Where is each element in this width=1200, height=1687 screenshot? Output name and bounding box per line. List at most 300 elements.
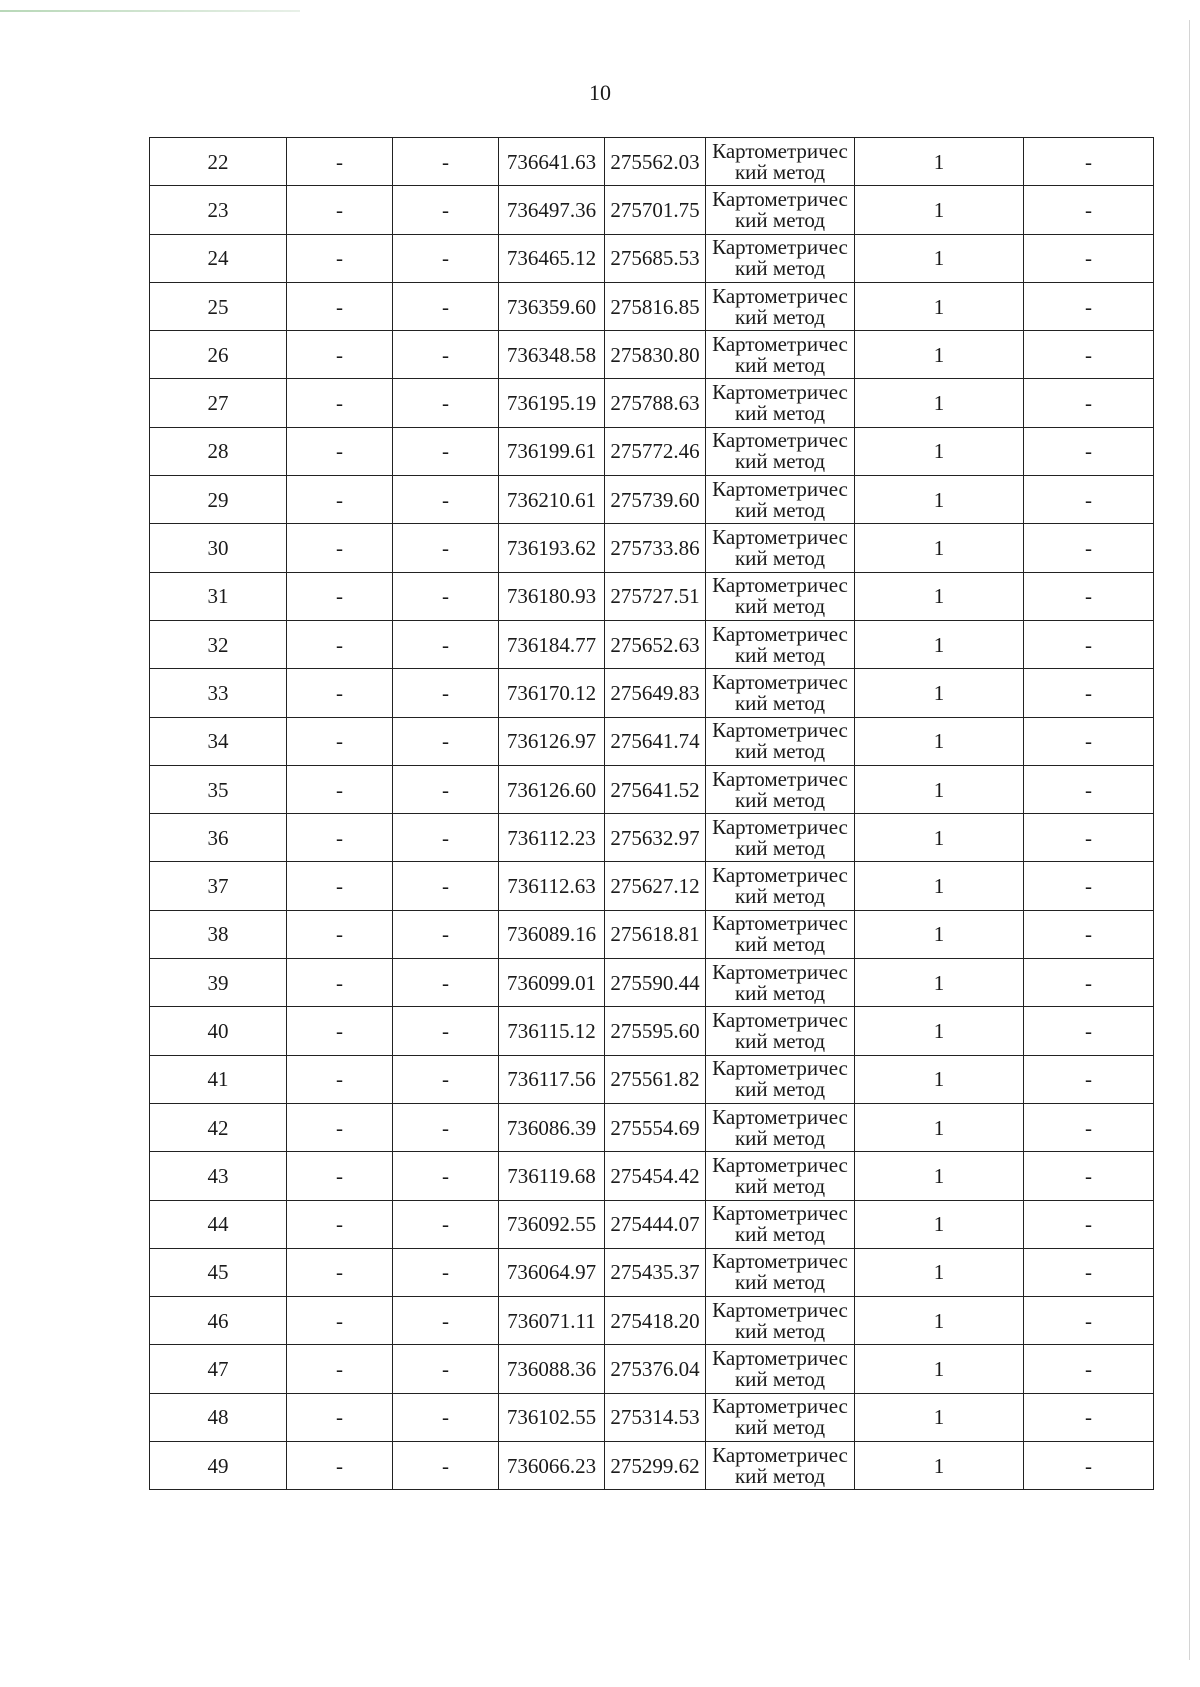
y-coordinate-cell: 275649.83 bbox=[605, 669, 706, 717]
empty-cell: - bbox=[393, 282, 499, 330]
table-row bbox=[150, 814, 1154, 862]
empty-cell: - bbox=[287, 814, 393, 862]
description-cell: - bbox=[1024, 765, 1154, 813]
empty-cell: - bbox=[287, 1007, 393, 1055]
empty-cell: - bbox=[393, 1200, 499, 1248]
point-number-cell: 22 bbox=[150, 138, 287, 186]
y-coordinate-cell: 275590.44 bbox=[605, 959, 706, 1007]
x-coordinate-cell: 736193.62 bbox=[499, 524, 605, 572]
method-line-2: кий метод bbox=[734, 594, 826, 619]
method-cell bbox=[706, 910, 855, 958]
empty-cell: - bbox=[393, 1345, 499, 1393]
table-row bbox=[150, 1393, 1154, 1441]
empty-cell: - bbox=[393, 1248, 499, 1296]
empty-cell: - bbox=[393, 1103, 499, 1151]
table-row bbox=[150, 765, 1154, 813]
empty-cell: - bbox=[287, 765, 393, 813]
empty-cell: - bbox=[287, 620, 393, 668]
table-row bbox=[150, 1248, 1154, 1296]
method-line-1: Картометричес bbox=[712, 621, 848, 646]
empty-cell: - bbox=[287, 524, 393, 572]
empty-cell: - bbox=[287, 138, 393, 186]
x-coordinate-cell: 736066.23 bbox=[499, 1442, 605, 1490]
description-cell: - bbox=[1024, 1103, 1154, 1151]
method-line-1: Картометричес bbox=[712, 669, 848, 694]
method-cell bbox=[706, 717, 855, 765]
table-row bbox=[150, 524, 1154, 572]
empty-cell: - bbox=[393, 669, 499, 717]
method-cell bbox=[706, 1297, 855, 1345]
y-coordinate-cell: 275562.03 bbox=[605, 138, 706, 186]
y-coordinate-cell: 275652.63 bbox=[605, 620, 706, 668]
method-cell bbox=[706, 620, 855, 668]
accuracy-cell: 1 bbox=[855, 1007, 1024, 1055]
empty-cell: - bbox=[287, 1393, 393, 1441]
table-row bbox=[150, 1442, 1154, 1490]
y-coordinate-cell: 275727.51 bbox=[605, 572, 706, 620]
method-line-2: кий метод bbox=[734, 1415, 826, 1440]
empty-cell: - bbox=[287, 1200, 393, 1248]
point-number-cell: 44 bbox=[150, 1200, 287, 1248]
y-coordinate-cell: 275733.86 bbox=[605, 524, 706, 572]
y-coordinate-cell: 275830.80 bbox=[605, 331, 706, 379]
point-number-cell: 37 bbox=[150, 862, 287, 910]
x-coordinate-cell: 736089.16 bbox=[499, 910, 605, 958]
table-row bbox=[150, 1103, 1154, 1151]
description-cell: - bbox=[1024, 331, 1154, 379]
method-line-1: Картометричес bbox=[712, 331, 848, 356]
method-cell bbox=[706, 1442, 855, 1490]
x-coordinate-cell: 736099.01 bbox=[499, 959, 605, 1007]
accuracy-cell: 1 bbox=[855, 186, 1024, 234]
method-line-1: Картометричес bbox=[712, 1056, 848, 1081]
accuracy-cell: 1 bbox=[855, 1393, 1024, 1441]
description-cell: - bbox=[1024, 862, 1154, 910]
method-cell bbox=[706, 814, 855, 862]
method-line-1: Картометричес bbox=[712, 380, 848, 405]
accuracy-cell: 1 bbox=[855, 572, 1024, 620]
method-line-1: Картометричес bbox=[712, 1249, 848, 1274]
empty-cell: - bbox=[287, 669, 393, 717]
method-line-1: Картометричес bbox=[712, 911, 848, 936]
x-coordinate-cell: 736112.23 bbox=[499, 814, 605, 862]
point-number-cell: 45 bbox=[150, 1248, 287, 1296]
method-line-1: Картометричес bbox=[712, 1201, 848, 1226]
table-row bbox=[150, 1200, 1154, 1248]
accuracy-cell: 1 bbox=[855, 959, 1024, 1007]
y-coordinate-cell: 275627.12 bbox=[605, 862, 706, 910]
empty-cell: - bbox=[287, 1345, 393, 1393]
description-cell: - bbox=[1024, 1248, 1154, 1296]
empty-cell: - bbox=[287, 476, 393, 524]
description-cell: - bbox=[1024, 138, 1154, 186]
accuracy-cell: 1 bbox=[855, 1103, 1024, 1151]
method-cell bbox=[706, 1200, 855, 1248]
method-line-2: кий метод bbox=[734, 207, 826, 232]
point-number-cell: 25 bbox=[150, 282, 287, 330]
empty-cell: - bbox=[393, 186, 499, 234]
empty-cell: - bbox=[287, 959, 393, 1007]
method-line-2: кий метод bbox=[734, 497, 826, 522]
method-cell bbox=[706, 138, 855, 186]
x-coordinate-cell: 736112.63 bbox=[499, 862, 605, 910]
method-line-1: Картометричес bbox=[712, 863, 848, 888]
method-cell bbox=[706, 1345, 855, 1393]
empty-cell: - bbox=[393, 138, 499, 186]
accuracy-cell: 1 bbox=[855, 379, 1024, 427]
empty-cell: - bbox=[393, 427, 499, 475]
table-row bbox=[150, 572, 1154, 620]
description-cell: - bbox=[1024, 1297, 1154, 1345]
empty-cell: - bbox=[287, 1442, 393, 1490]
accuracy-cell: 1 bbox=[855, 1055, 1024, 1103]
empty-cell: - bbox=[393, 1442, 499, 1490]
y-coordinate-cell: 275444.07 bbox=[605, 1200, 706, 1248]
method-cell bbox=[706, 234, 855, 282]
point-number-cell: 40 bbox=[150, 1007, 287, 1055]
method-line-2: кий метод bbox=[734, 739, 826, 764]
point-number-cell: 41 bbox=[150, 1055, 287, 1103]
description-cell: - bbox=[1024, 620, 1154, 668]
point-number-cell: 24 bbox=[150, 234, 287, 282]
empty-cell: - bbox=[393, 959, 499, 1007]
table-row bbox=[150, 1152, 1154, 1200]
accuracy-cell: 1 bbox=[855, 1297, 1024, 1345]
point-number-cell: 33 bbox=[150, 669, 287, 717]
table-row bbox=[150, 1007, 1154, 1055]
point-number-cell: 42 bbox=[150, 1103, 287, 1151]
description-cell: - bbox=[1024, 379, 1154, 427]
method-line-1: Картометричес bbox=[712, 1152, 848, 1177]
method-line-2: кий метод bbox=[734, 690, 826, 715]
description-cell: - bbox=[1024, 1007, 1154, 1055]
description-cell: - bbox=[1024, 814, 1154, 862]
x-coordinate-cell: 736170.12 bbox=[499, 669, 605, 717]
table-row bbox=[150, 1297, 1154, 1345]
method-line-2: кий метод bbox=[734, 884, 826, 909]
point-number-cell: 35 bbox=[150, 765, 287, 813]
empty-cell: - bbox=[287, 1055, 393, 1103]
description-cell: - bbox=[1024, 572, 1154, 620]
table-row bbox=[150, 669, 1154, 717]
empty-cell: - bbox=[393, 234, 499, 282]
description-cell: - bbox=[1024, 427, 1154, 475]
table-row bbox=[150, 186, 1154, 234]
empty-cell: - bbox=[393, 1055, 499, 1103]
description-cell: - bbox=[1024, 1152, 1154, 1200]
empty-cell: - bbox=[287, 862, 393, 910]
method-cell bbox=[706, 282, 855, 330]
description-cell: - bbox=[1024, 717, 1154, 765]
method-line-2: кий метод bbox=[734, 1318, 826, 1343]
accuracy-cell: 1 bbox=[855, 1345, 1024, 1393]
accuracy-cell: 1 bbox=[855, 1248, 1024, 1296]
table-row bbox=[150, 379, 1154, 427]
method-cell bbox=[706, 862, 855, 910]
accuracy-cell: 1 bbox=[855, 814, 1024, 862]
y-coordinate-cell: 275701.75 bbox=[605, 186, 706, 234]
method-line-1: Картометричес bbox=[712, 186, 848, 211]
method-cell bbox=[706, 1055, 855, 1103]
method-cell bbox=[706, 765, 855, 813]
method-line-2: кий метод bbox=[734, 401, 826, 426]
method-cell bbox=[706, 669, 855, 717]
point-number-cell: 32 bbox=[150, 620, 287, 668]
description-cell: - bbox=[1024, 476, 1154, 524]
method-line-2: кий метод bbox=[734, 304, 826, 329]
y-coordinate-cell: 275561.82 bbox=[605, 1055, 706, 1103]
method-cell bbox=[706, 331, 855, 379]
point-number-cell: 27 bbox=[150, 379, 287, 427]
x-coordinate-cell: 736359.60 bbox=[499, 282, 605, 330]
method-line-1: Картометричес bbox=[712, 1297, 848, 1322]
y-coordinate-cell: 275595.60 bbox=[605, 1007, 706, 1055]
method-line-1: Картометричес bbox=[712, 138, 848, 163]
y-coordinate-cell: 275641.52 bbox=[605, 765, 706, 813]
empty-cell: - bbox=[287, 1103, 393, 1151]
scan-edge-line bbox=[1189, 20, 1190, 1660]
method-line-1: Картометричес bbox=[712, 718, 848, 743]
method-line-2: кий метод bbox=[734, 1173, 826, 1198]
point-number-cell: 39 bbox=[150, 959, 287, 1007]
x-coordinate-cell: 736210.61 bbox=[499, 476, 605, 524]
table-row bbox=[150, 620, 1154, 668]
method-cell bbox=[706, 572, 855, 620]
description-cell: - bbox=[1024, 669, 1154, 717]
empty-cell: - bbox=[393, 331, 499, 379]
accuracy-cell: 1 bbox=[855, 1442, 1024, 1490]
empty-cell: - bbox=[393, 476, 499, 524]
y-coordinate-cell: 275788.63 bbox=[605, 379, 706, 427]
x-coordinate-cell: 736115.12 bbox=[499, 1007, 605, 1055]
empty-cell: - bbox=[393, 572, 499, 620]
empty-cell: - bbox=[393, 1297, 499, 1345]
empty-cell: - bbox=[287, 427, 393, 475]
description-cell: - bbox=[1024, 959, 1154, 1007]
table-row bbox=[150, 476, 1154, 524]
x-coordinate-cell: 736195.19 bbox=[499, 379, 605, 427]
method-cell bbox=[706, 186, 855, 234]
point-number-cell: 36 bbox=[150, 814, 287, 862]
x-coordinate-cell: 736641.63 bbox=[499, 138, 605, 186]
method-cell bbox=[706, 379, 855, 427]
empty-cell: - bbox=[287, 282, 393, 330]
point-number-cell: 48 bbox=[150, 1393, 287, 1441]
description-cell: - bbox=[1024, 1442, 1154, 1490]
y-coordinate-cell: 275739.60 bbox=[605, 476, 706, 524]
method-line-2: кий метод bbox=[734, 1222, 826, 1247]
method-line-2: кий метод bbox=[734, 1367, 826, 1392]
method-line-1: Картометричес bbox=[712, 1007, 848, 1032]
method-line-1: Картометричес bbox=[712, 1104, 848, 1129]
table-row bbox=[150, 717, 1154, 765]
accuracy-cell: 1 bbox=[855, 862, 1024, 910]
table-row bbox=[150, 331, 1154, 379]
y-coordinate-cell: 275454.42 bbox=[605, 1152, 706, 1200]
accuracy-cell: 1 bbox=[855, 282, 1024, 330]
accuracy-cell: 1 bbox=[855, 620, 1024, 668]
method-line-2: кий метод bbox=[734, 159, 826, 184]
method-line-2: кий метод bbox=[734, 1125, 826, 1150]
empty-cell: - bbox=[287, 1248, 393, 1296]
method-cell bbox=[706, 1007, 855, 1055]
y-coordinate-cell: 275299.62 bbox=[605, 1442, 706, 1490]
description-cell: - bbox=[1024, 282, 1154, 330]
method-line-2: кий метод bbox=[734, 256, 826, 281]
method-line-2: кий метод bbox=[734, 1028, 826, 1053]
description-cell: - bbox=[1024, 1200, 1154, 1248]
table-row bbox=[150, 427, 1154, 475]
x-coordinate-cell: 736348.58 bbox=[499, 331, 605, 379]
description-cell: - bbox=[1024, 234, 1154, 282]
method-cell bbox=[706, 427, 855, 475]
method-cell bbox=[706, 476, 855, 524]
description-cell: - bbox=[1024, 1345, 1154, 1393]
empty-cell: - bbox=[393, 379, 499, 427]
method-line-2: кий метод bbox=[734, 835, 826, 860]
x-coordinate-cell: 736117.56 bbox=[499, 1055, 605, 1103]
description-cell: - bbox=[1024, 524, 1154, 572]
table-body bbox=[150, 138, 1154, 1490]
description-cell: - bbox=[1024, 1393, 1154, 1441]
method-cell bbox=[706, 1393, 855, 1441]
method-cell bbox=[706, 524, 855, 572]
method-line-1: Картометричес bbox=[712, 476, 848, 501]
empty-cell: - bbox=[393, 524, 499, 572]
table-row bbox=[150, 1055, 1154, 1103]
x-coordinate-cell: 736071.11 bbox=[499, 1297, 605, 1345]
method-cell bbox=[706, 1103, 855, 1151]
method-line-2: кий метод bbox=[734, 1463, 826, 1488]
point-number-cell: 43 bbox=[150, 1152, 287, 1200]
y-coordinate-cell: 275376.04 bbox=[605, 1345, 706, 1393]
method-line-2: кий метод bbox=[734, 449, 826, 474]
empty-cell: - bbox=[287, 1297, 393, 1345]
empty-cell: - bbox=[393, 765, 499, 813]
empty-cell: - bbox=[393, 1152, 499, 1200]
point-number-cell: 38 bbox=[150, 910, 287, 958]
accuracy-cell: 1 bbox=[855, 524, 1024, 572]
table-row bbox=[150, 1345, 1154, 1393]
y-coordinate-cell: 275772.46 bbox=[605, 427, 706, 475]
x-coordinate-cell: 736465.12 bbox=[499, 234, 605, 282]
empty-cell: - bbox=[393, 862, 499, 910]
empty-cell: - bbox=[393, 717, 499, 765]
empty-cell: - bbox=[287, 572, 393, 620]
point-number-cell: 46 bbox=[150, 1297, 287, 1345]
method-line-1: Картометричес bbox=[712, 235, 848, 260]
table-row bbox=[150, 282, 1154, 330]
x-coordinate-cell: 736119.68 bbox=[499, 1152, 605, 1200]
accuracy-cell: 1 bbox=[855, 138, 1024, 186]
x-coordinate-cell: 736184.77 bbox=[499, 620, 605, 668]
description-cell: - bbox=[1024, 186, 1154, 234]
accuracy-cell: 1 bbox=[855, 669, 1024, 717]
x-coordinate-cell: 736088.36 bbox=[499, 1345, 605, 1393]
method-line-1: Картометричес bbox=[712, 573, 848, 598]
point-number-cell: 49 bbox=[150, 1442, 287, 1490]
method-line-1: Картометричес bbox=[712, 1346, 848, 1371]
method-line-2: кий метод bbox=[734, 546, 826, 571]
table-row bbox=[150, 959, 1154, 1007]
accuracy-cell: 1 bbox=[855, 427, 1024, 475]
x-coordinate-cell: 736092.55 bbox=[499, 1200, 605, 1248]
y-coordinate-cell: 275418.20 bbox=[605, 1297, 706, 1345]
empty-cell: - bbox=[287, 910, 393, 958]
point-number-cell: 34 bbox=[150, 717, 287, 765]
description-cell: - bbox=[1024, 910, 1154, 958]
method-line-1: Картометричес bbox=[712, 283, 848, 308]
empty-cell: - bbox=[393, 910, 499, 958]
method-line-1: Картометричес bbox=[712, 766, 848, 791]
description-cell: - bbox=[1024, 1055, 1154, 1103]
method-line-1: Картометричес bbox=[712, 814, 848, 839]
method-line-2: кий метод bbox=[734, 642, 826, 667]
x-coordinate-cell: 736126.60 bbox=[499, 765, 605, 813]
point-number-cell: 29 bbox=[150, 476, 287, 524]
table-row bbox=[150, 138, 1154, 186]
x-coordinate-cell: 736102.55 bbox=[499, 1393, 605, 1441]
y-coordinate-cell: 275816.85 bbox=[605, 282, 706, 330]
accuracy-cell: 1 bbox=[855, 1200, 1024, 1248]
page-number: 10 bbox=[589, 80, 611, 105]
table-row bbox=[150, 234, 1154, 282]
method-line-2: кий метод bbox=[734, 352, 826, 377]
y-coordinate-cell: 275435.37 bbox=[605, 1248, 706, 1296]
method-line-2: кий метод bbox=[734, 1270, 826, 1295]
accuracy-cell: 1 bbox=[855, 331, 1024, 379]
point-number-cell: 26 bbox=[150, 331, 287, 379]
method-line-1: Картометричес bbox=[712, 1442, 848, 1467]
method-cell bbox=[706, 1248, 855, 1296]
accuracy-cell: 1 bbox=[855, 765, 1024, 813]
point-number-cell: 47 bbox=[150, 1345, 287, 1393]
empty-cell: - bbox=[393, 814, 499, 862]
method-line-1: Картометричес bbox=[712, 428, 848, 453]
point-number-cell: 31 bbox=[150, 572, 287, 620]
y-coordinate-cell: 275554.69 bbox=[605, 1103, 706, 1151]
point-number-cell: 28 bbox=[150, 427, 287, 475]
method-cell bbox=[706, 959, 855, 1007]
accuracy-cell: 1 bbox=[855, 1152, 1024, 1200]
empty-cell: - bbox=[287, 379, 393, 427]
method-line-2: кий метод bbox=[734, 1077, 826, 1102]
x-coordinate-cell: 736497.36 bbox=[499, 186, 605, 234]
empty-cell: - bbox=[287, 717, 393, 765]
x-coordinate-cell: 736086.39 bbox=[499, 1103, 605, 1151]
point-number-cell: 30 bbox=[150, 524, 287, 572]
accuracy-cell: 1 bbox=[855, 910, 1024, 958]
x-coordinate-cell: 736199.61 bbox=[499, 427, 605, 475]
y-coordinate-cell: 275314.53 bbox=[605, 1393, 706, 1441]
method-line-1: Картометричес bbox=[712, 959, 848, 984]
empty-cell: - bbox=[287, 331, 393, 379]
table-row bbox=[150, 910, 1154, 958]
accuracy-cell: 1 bbox=[855, 234, 1024, 282]
empty-cell: - bbox=[393, 620, 499, 668]
empty-cell: - bbox=[393, 1393, 499, 1441]
scan-edge-line bbox=[0, 10, 300, 12]
method-line-2: кий метод bbox=[734, 980, 826, 1005]
empty-cell: - bbox=[287, 234, 393, 282]
y-coordinate-cell: 275618.81 bbox=[605, 910, 706, 958]
y-coordinate-cell: 275685.53 bbox=[605, 234, 706, 282]
empty-cell: - bbox=[393, 1007, 499, 1055]
coordinates-table bbox=[149, 137, 1154, 1490]
empty-cell: - bbox=[287, 1152, 393, 1200]
y-coordinate-cell: 275632.97 bbox=[605, 814, 706, 862]
empty-cell: - bbox=[287, 186, 393, 234]
